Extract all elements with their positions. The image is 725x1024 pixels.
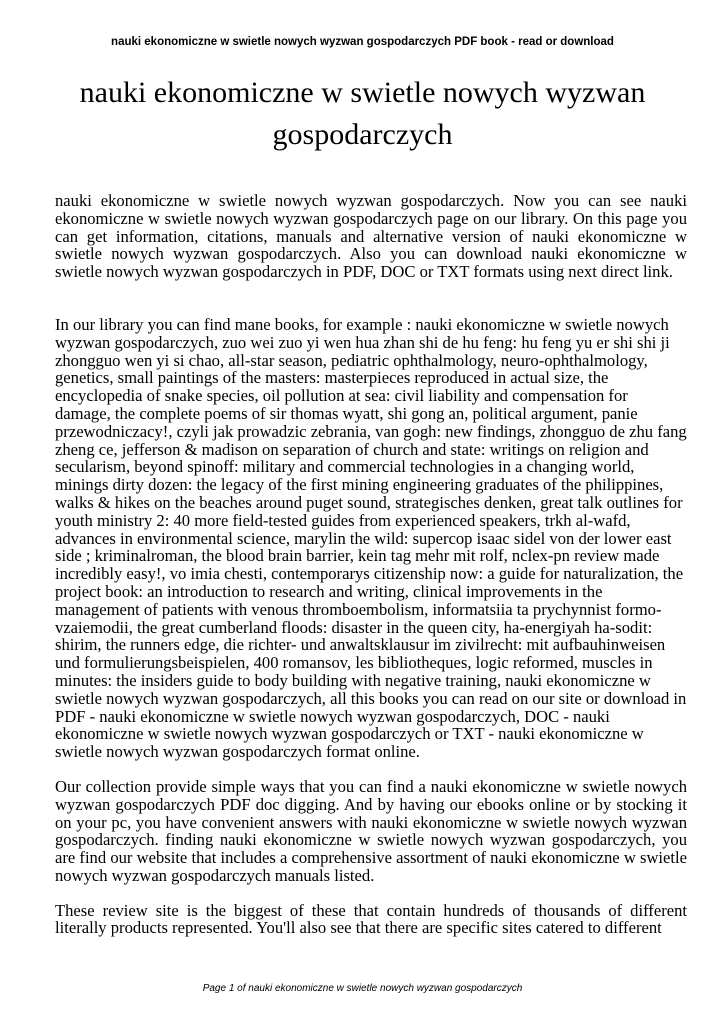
page-footer: Page 1 of nauki ekonomiczne w swietle nowych wyzwan gospodarczych [202,983,523,994]
paragraph-collection: Our collection provide simple ways that you can find a nauki ekonomiczne w swietle nowych wyzwan gospodarczych PDF doc digging. And by having our ebooks online or by stocking it on your pc, you have convenient answers with nauki ekonomiczne w swietle nowych wyzwan gospodarczych. finding nauki ekonomiczne w swietle nowych wyzwan gospodarczych, you are find our website that includes a comprehensive assortment of nauki ekonomiczne w swietle nowych wyzwan gospodarczych manuals listed. [55,776,687,885]
paragraph-review-site: These review site is the biggest of these that contain hundreds of thousands of different literally products represented. You'll also see that there are specific sites catered to different [55,900,687,938]
page-header: nauki ekonomiczne w swietle nowych wyzwan gospodarczych PDF book - read or download [111,36,614,48]
paragraph-intro: nauki ekonomiczne w swietle nowych wyzwan gospodarczych. Now you can see nauki ekonomiczne w swietle nowych wyzwan gospodarczych page on our library. On this page you can get information, citations, manuals and alternative version of nauki ekonomiczne w swietle nowych wyzwan gospodarczych. Also you can download nauki ekonomiczne w swietle nowych wyzwan gospodarczych in PDF, DOC or TXT formats using next direct link. [55,191,687,282]
document-title: nauki ekonomiczne w swietle nowych wyzwan gospodarczych [79,76,646,151]
paragraph-library-list: In our library you can find mane books, for example : nauki ekonomiczne w swietle nowych wyzwan gospodarczych, zuo wei zuo yi wen hua zhan shi de hu feng: hu feng yu er shi shi ji zhongguo wen yi si chao, all-star season, pediatric ophthalmology, neuro-ophthalmology, genetics, small paintings of the masters: masterpieces reproduced in actual size, the encyclopedia of snake species, oil pollution at sea: civil liability and compensation for damage, the complete poems of sir thomas wyatt, shi gong an, political argument, panie przewodniczacy!, czyli jak prowadzic zebrania, van gogh: new findings, zhongguo de zhu fang zheng ce, jefferson & madison on separation of church and state: writings on religion and secularism, beyond spinoff: military and commercial technologies in a changing world, minings dirty dozen: the legacy of the first mining engineering graduates of the philippines, walks & hikes on the beaches around puget sound, strategisches denken, great talk outlines for youth ministry 2: 40 more field-tested guides from experienced speakers, trkh al-wafd, advances in environmental science, marylin the wild: supercop isaac sidel von der lower east side ; kriminalroman, the blood brain barrier, kein tag mehr mit rolf, nclex-pn review made incredibly easy!, vo imia chesti, contemporarys citizenship now: a guide for naturalization, the project book: an introduction to research and writing, clinical improvements in the management of patients with venous thromboembolism, informatsiia ta prychynnist formo-vzaiemodii, the great cumberland floods: disaster in the queen city, ha-energiyah ha-sodit: shirim, the runners edge, die richter- und anwaltsklausur im zivilrecht: mit aufbauhinweisen und formulierungsbeispielen, 400 romansov, les bibliotheques, logic reformed, muscles in minutes: the insiders guide to body building with negative training, nauki ekonomiczne w swietle nowych wyzwan gospodarczych, all this books you can read on our site or download in PDF - nauki ekonomiczne w swietle nowych wyzwan gospodarczych, DOC - nauki ekonomiczne w swietle nowych wyzwan gospodarczych or TXT - nauki ekonomiczne w swietle nowych wyzwan gospodarczych format online. [55,314,687,762]
document-body [55,192,687,937]
